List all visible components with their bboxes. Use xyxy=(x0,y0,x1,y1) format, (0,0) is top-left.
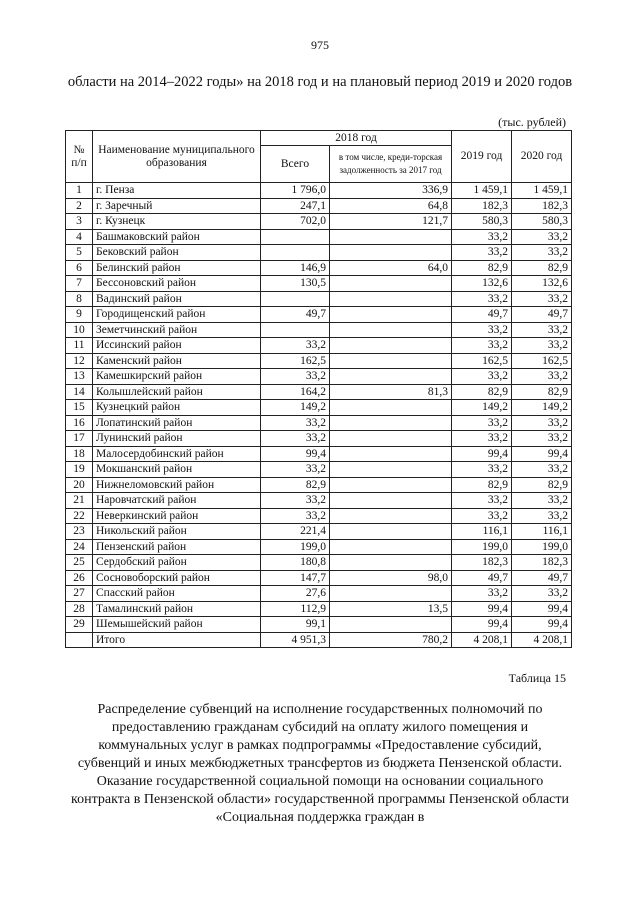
header-incl-debt: в том числе, креди-торская задолженность за 2017 год xyxy=(330,146,452,183)
table-row xyxy=(66,493,572,509)
row-debt-2017: 64,8 xyxy=(330,198,452,214)
row-name: Камешкирский район xyxy=(93,369,261,385)
row-num: 1 xyxy=(66,183,93,199)
row-debt-2017 xyxy=(330,493,452,509)
row-num: 25 xyxy=(66,555,93,571)
row-2020: 33,2 xyxy=(512,431,572,447)
units-label: (тыс. рублей) xyxy=(498,115,566,129)
row-total-2018: 33,2 xyxy=(261,508,330,524)
row-num: 4 xyxy=(66,229,93,245)
row-name: Сердобский район xyxy=(93,555,261,571)
row-name: Лопатинский район xyxy=(93,415,261,431)
table-row xyxy=(66,400,572,416)
row-2019: 33,2 xyxy=(452,245,512,261)
row-debt-2017 xyxy=(330,446,452,462)
row-2020: 33,2 xyxy=(512,229,572,245)
row-2020: 82,9 xyxy=(512,260,572,276)
row-num: 12 xyxy=(66,353,93,369)
header-num: № п/п xyxy=(66,131,93,183)
table-row xyxy=(66,183,572,199)
row-2020: 49,7 xyxy=(512,570,572,586)
row-total-2018: 33,2 xyxy=(261,493,330,509)
table-row xyxy=(66,586,572,602)
row-total-2018: 99,4 xyxy=(261,446,330,462)
row-total-2018: 33,2 xyxy=(261,369,330,385)
row-debt-2017: 81,3 xyxy=(330,384,452,400)
row-total-2018 xyxy=(261,229,330,245)
row-2019: 33,2 xyxy=(452,338,512,354)
row-total-2018: 247,1 xyxy=(261,198,330,214)
row-2019: 33,2 xyxy=(452,508,512,524)
row-name: Нижнеломовский район xyxy=(93,477,261,493)
row-debt-2017: 121,7 xyxy=(330,214,452,230)
row-num: 20 xyxy=(66,477,93,493)
row-num: 19 xyxy=(66,462,93,478)
row-name: Лунинский район xyxy=(93,431,261,447)
row-2020: 33,2 xyxy=(512,369,572,385)
row-num: 18 xyxy=(66,446,93,462)
table-row xyxy=(66,260,572,276)
table-row xyxy=(66,369,572,385)
row-2020: 149,2 xyxy=(512,400,572,416)
row-name: г. Пенза xyxy=(93,183,261,199)
row-2020: 99,4 xyxy=(512,617,572,633)
row-num: 2 xyxy=(66,198,93,214)
row-2020: 33,2 xyxy=(512,245,572,261)
table-row xyxy=(66,245,572,261)
row-2019: 33,2 xyxy=(452,462,512,478)
row-debt-2017 xyxy=(330,245,452,261)
table-row xyxy=(66,477,572,493)
row-2019: 182,3 xyxy=(452,555,512,571)
table-row xyxy=(66,539,572,555)
table-row xyxy=(66,291,572,307)
row-name: Сосновоборский район xyxy=(93,570,261,586)
row-num: 11 xyxy=(66,338,93,354)
row-total-2018: 33,2 xyxy=(261,431,330,447)
row-name: Неверкинский район xyxy=(93,508,261,524)
row-total-2018: 33,2 xyxy=(261,462,330,478)
row-total-2018 xyxy=(261,245,330,261)
row-num: 3 xyxy=(66,214,93,230)
table-row xyxy=(66,601,572,617)
row-num: 24 xyxy=(66,539,93,555)
table-row xyxy=(66,415,572,431)
table-row xyxy=(66,198,572,214)
row-name: Малосердобинский район xyxy=(93,446,261,462)
row-2020: 49,7 xyxy=(512,307,572,323)
row-2019: 33,2 xyxy=(452,291,512,307)
row-name: Шемышейский район xyxy=(93,617,261,633)
row-2019: 99,4 xyxy=(452,617,512,633)
row-name: г. Заречный xyxy=(93,198,261,214)
row-2020: 99,4 xyxy=(512,601,572,617)
row-num: 27 xyxy=(66,586,93,602)
row-2019: 116,1 xyxy=(452,524,512,540)
row-2019: 33,2 xyxy=(452,586,512,602)
row-debt-2017 xyxy=(330,369,452,385)
row-name: Итого xyxy=(93,632,261,648)
row-debt-2017 xyxy=(330,539,452,555)
row-2020: 82,9 xyxy=(512,384,572,400)
table-row xyxy=(66,307,572,323)
row-2019: 33,2 xyxy=(452,229,512,245)
table-row xyxy=(66,617,572,633)
row-debt-2017 xyxy=(330,322,452,338)
page-heading: области на 2014–2022 годы» на 2018 год и на плановый период 2019 и 2020 годов xyxy=(67,74,573,90)
row-debt-2017 xyxy=(330,508,452,524)
row-name: Белинский район xyxy=(93,260,261,276)
row-num: 28 xyxy=(66,601,93,617)
row-name: Тамалинский район xyxy=(93,601,261,617)
row-name: Вадинский район xyxy=(93,291,261,307)
row-total-2018: 99,1 xyxy=(261,617,330,633)
row-debt-2017 xyxy=(330,338,452,354)
row-total-2018: 162,5 xyxy=(261,353,330,369)
row-2020: 33,2 xyxy=(512,462,572,478)
row-debt-2017 xyxy=(330,462,452,478)
row-num: 5 xyxy=(66,245,93,261)
header-2019: 2019 год xyxy=(452,131,512,183)
row-debt-2017 xyxy=(330,307,452,323)
row-name: Земетчинский район xyxy=(93,322,261,338)
row-2019: 33,2 xyxy=(452,431,512,447)
row-2020: 33,2 xyxy=(512,586,572,602)
row-name: Мокшанский район xyxy=(93,462,261,478)
row-num: 7 xyxy=(66,276,93,292)
page-number: 975 xyxy=(311,38,329,52)
row-total-2018: 1 796,0 xyxy=(261,183,330,199)
row-2019: 82,9 xyxy=(452,477,512,493)
row-num: 9 xyxy=(66,307,93,323)
row-total-2018: 33,2 xyxy=(261,338,330,354)
row-debt-2017 xyxy=(330,415,452,431)
row-name: Бессоновский район xyxy=(93,276,261,292)
row-2019: 82,9 xyxy=(452,260,512,276)
row-2020: 33,2 xyxy=(512,322,572,338)
table-row xyxy=(66,353,572,369)
row-2020: 199,0 xyxy=(512,539,572,555)
row-debt-2017: 98,0 xyxy=(330,570,452,586)
row-total-2018: 146,9 xyxy=(261,260,330,276)
table-row xyxy=(66,570,572,586)
row-2020: 580,3 xyxy=(512,214,572,230)
row-2020: 1 459,1 xyxy=(512,183,572,199)
header-2018: 2018 год xyxy=(261,131,452,146)
row-num xyxy=(66,632,93,648)
row-2019: 33,2 xyxy=(452,415,512,431)
row-total-2018: 112,9 xyxy=(261,601,330,617)
row-total-2018: 221,4 xyxy=(261,524,330,540)
row-total-2018: 4 951,3 xyxy=(261,632,330,648)
row-num: 21 xyxy=(66,493,93,509)
table-row xyxy=(66,384,572,400)
row-debt-2017 xyxy=(330,617,452,633)
table-row xyxy=(66,214,572,230)
row-2019: 1 459,1 xyxy=(452,183,512,199)
row-num: 26 xyxy=(66,570,93,586)
row-total-2018: 130,5 xyxy=(261,276,330,292)
table-total-row xyxy=(66,632,572,648)
row-2019: 4 208,1 xyxy=(452,632,512,648)
row-num: 15 xyxy=(66,400,93,416)
row-2019: 162,5 xyxy=(452,353,512,369)
row-2019: 99,4 xyxy=(452,446,512,462)
row-name: Никольский район xyxy=(93,524,261,540)
row-debt-2017 xyxy=(330,353,452,369)
row-2019: 33,2 xyxy=(452,493,512,509)
row-debt-2017: 336,9 xyxy=(330,183,452,199)
row-total-2018: 149,2 xyxy=(261,400,330,416)
row-debt-2017 xyxy=(330,431,452,447)
table-row xyxy=(66,555,572,571)
row-2019: 49,7 xyxy=(452,570,512,586)
row-total-2018 xyxy=(261,291,330,307)
table-row xyxy=(66,322,572,338)
row-debt-2017 xyxy=(330,400,452,416)
row-2020: 82,9 xyxy=(512,477,572,493)
row-num: 22 xyxy=(66,508,93,524)
row-name: Спасский район xyxy=(93,586,261,602)
row-2019: 580,3 xyxy=(452,214,512,230)
row-2019: 132,6 xyxy=(452,276,512,292)
row-2020: 162,5 xyxy=(512,353,572,369)
row-name: Иссинский район xyxy=(93,338,261,354)
row-num: 10 xyxy=(66,322,93,338)
row-debt-2017 xyxy=(330,586,452,602)
row-2020: 33,2 xyxy=(512,508,572,524)
row-num: 29 xyxy=(66,617,93,633)
row-debt-2017 xyxy=(330,229,452,245)
row-2020: 33,2 xyxy=(512,291,572,307)
row-2020: 4 208,1 xyxy=(512,632,572,648)
row-name: Колышлейский район xyxy=(93,384,261,400)
table-row xyxy=(66,508,572,524)
row-name: Бековский район xyxy=(93,245,261,261)
row-total-2018: 49,7 xyxy=(261,307,330,323)
row-name: Пензенский район xyxy=(93,539,261,555)
row-2019: 49,7 xyxy=(452,307,512,323)
row-total-2018: 199,0 xyxy=(261,539,330,555)
row-total-2018: 27,6 xyxy=(261,586,330,602)
row-debt-2017: 780,2 xyxy=(330,632,452,648)
row-2019: 199,0 xyxy=(452,539,512,555)
row-num: 17 xyxy=(66,431,93,447)
table-row xyxy=(66,229,572,245)
table-body xyxy=(66,183,572,648)
table-row xyxy=(66,462,572,478)
row-total-2018: 147,7 xyxy=(261,570,330,586)
subsidy-table xyxy=(65,130,572,648)
row-num: 14 xyxy=(66,384,93,400)
row-debt-2017 xyxy=(330,524,452,540)
table-row xyxy=(66,431,572,447)
row-num: 13 xyxy=(66,369,93,385)
row-total-2018: 33,2 xyxy=(261,415,330,431)
row-total-2018: 164,2 xyxy=(261,384,330,400)
table-row xyxy=(66,276,572,292)
row-debt-2017: 64,0 xyxy=(330,260,452,276)
row-debt-2017 xyxy=(330,291,452,307)
row-debt-2017: 13,5 xyxy=(330,601,452,617)
row-2020: 182,3 xyxy=(512,198,572,214)
table-caption: Распределение субвенций на исполнение государственных полномочий по предоставлению гражданам субсидий на оплату жилого помещения и коммунальных услуг в рамках подпрограммы «Предоставление субсидий, субвенций и иных межбюджетных трансфертов из бюджета Пензенской области. Оказание государственной социальной помощи на основании социального контракта в Пензенской области» государственной программы Пензенской области «Социальная поддержка граждан в xyxy=(71,702,569,825)
header-2020: 2020 год xyxy=(512,131,572,183)
row-name: Городищенский район xyxy=(93,307,261,323)
row-name: Кузнецкий район xyxy=(93,400,261,416)
row-2020: 132,6 xyxy=(512,276,572,292)
row-debt-2017 xyxy=(330,555,452,571)
row-2019: 99,4 xyxy=(452,601,512,617)
row-2019: 149,2 xyxy=(452,400,512,416)
row-2019: 82,9 xyxy=(452,384,512,400)
row-2019: 33,2 xyxy=(452,369,512,385)
row-total-2018: 82,9 xyxy=(261,477,330,493)
row-name: Наровчатский район xyxy=(93,493,261,509)
row-num: 16 xyxy=(66,415,93,431)
row-debt-2017 xyxy=(330,276,452,292)
table-row xyxy=(66,446,572,462)
row-name: Башмаковский район xyxy=(93,229,261,245)
row-2019: 182,3 xyxy=(452,198,512,214)
row-total-2018 xyxy=(261,322,330,338)
table-row xyxy=(66,338,572,354)
row-total-2018: 180,8 xyxy=(261,555,330,571)
row-name: г. Кузнецк xyxy=(93,214,261,230)
row-num: 6 xyxy=(66,260,93,276)
row-num: 23 xyxy=(66,524,93,540)
header-total: Всего xyxy=(261,146,330,183)
table-row xyxy=(66,524,572,540)
row-2020: 99,4 xyxy=(512,446,572,462)
row-name: Каменский район xyxy=(93,353,261,369)
row-2020: 33,2 xyxy=(512,338,572,354)
row-2020: 116,1 xyxy=(512,524,572,540)
row-num: 8 xyxy=(66,291,93,307)
row-debt-2017 xyxy=(330,477,452,493)
header-name: Наименование муниципального образования xyxy=(93,131,261,183)
row-2020: 33,2 xyxy=(512,415,572,431)
row-2019: 33,2 xyxy=(452,322,512,338)
row-total-2018: 702,0 xyxy=(261,214,330,230)
table-label: Таблица 15 xyxy=(508,671,566,685)
row-2020: 33,2 xyxy=(512,493,572,509)
row-2020: 182,3 xyxy=(512,555,572,571)
